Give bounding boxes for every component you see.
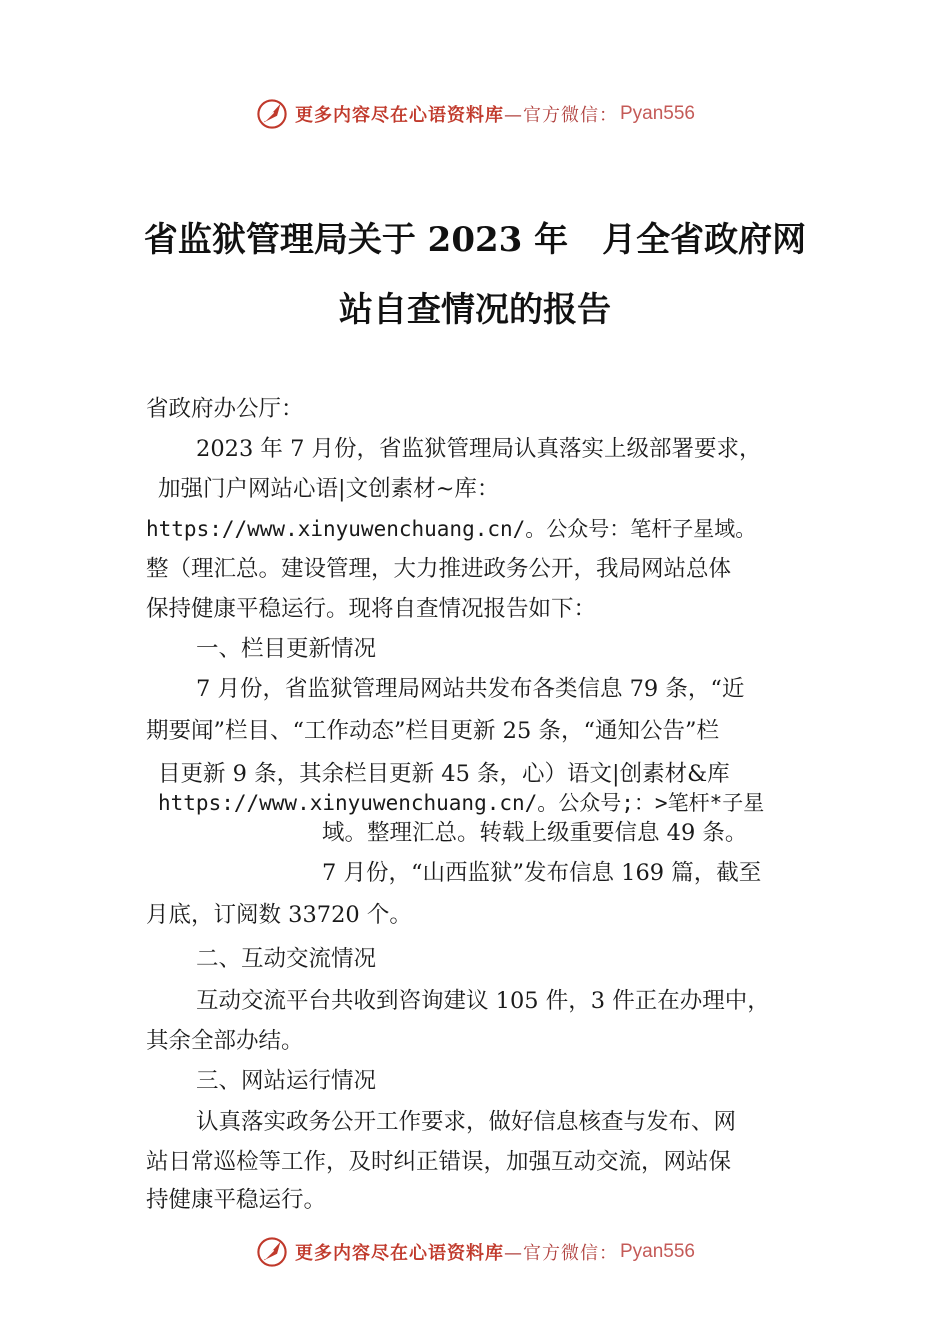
banner-wechat-id: Pyan556 bbox=[619, 1241, 695, 1262]
paragraph-line-url: https://www.xinyuwenchuang.cn/。公众号;：>笔杆*子星 bbox=[158, 791, 765, 815]
paragraph-line: 认真落实政务公开工作要求，做好信息核查与发布、网 bbox=[196, 1109, 737, 1135]
section-heading-3: 三、网站运行情况 bbox=[196, 1068, 377, 1094]
document-title-line1: 省监狱管理局关于 2023 年 月全省政府网 bbox=[143, 220, 807, 260]
banner-wechat-label: —官方微信： bbox=[503, 1243, 618, 1264]
paragraph-line: 域。整理汇总。转载上级重要信息 49 条。 bbox=[322, 820, 748, 846]
section-heading-1: 一、栏目更新情况 bbox=[196, 636, 377, 662]
paragraph-line: 加强门户网站心语|文创素材~库： bbox=[158, 476, 500, 502]
paragraph-line: 保持健康平稳运行。现将自查情况报告如下： bbox=[146, 596, 597, 622]
header-banner bbox=[0, 94, 950, 134]
banner-main-text: 更多内容尽在心语资料库 bbox=[294, 1243, 504, 1264]
paragraph-line: 7 月份，“山西监狱”发布信息 169 篇，截至 bbox=[322, 860, 762, 886]
paragraph-line: 其余全部办结。 bbox=[146, 1028, 304, 1054]
section-heading-2: 二、互动交流情况 bbox=[196, 946, 377, 972]
paragraph-line: 月底，订阅数 33720 个。 bbox=[146, 902, 412, 928]
paragraph-line: 互动交流平台共收到咨询建议 105 件，3 件正在办理中， bbox=[196, 988, 770, 1014]
quill-logo-icon bbox=[255, 97, 289, 131]
banner-wechat-id: Pyan556 bbox=[619, 103, 695, 124]
footer-banner bbox=[0, 1232, 950, 1272]
paragraph-line: 7 月份，省监狱管理局网站共发布各类信息 79 条，“近 bbox=[196, 676, 745, 702]
banner-main-text: 更多内容尽在心语资料库 bbox=[294, 105, 504, 126]
salutation: 省政府办公厅： bbox=[146, 396, 304, 422]
banner-wechat-label: —官方微信： bbox=[503, 105, 618, 126]
paragraph-line-url: https://www.xinyuwenchuang.cn/。公众号：笔杆子星域。 bbox=[146, 517, 757, 541]
paragraph-line: 整（理汇总。建设管理，大力推进政务公开，我局网站总体 bbox=[146, 556, 732, 582]
quill-logo-icon bbox=[255, 1235, 289, 1269]
paragraph-line: 目更新 9 条，其余栏目更新 45 条，心）语文|创素材&库 bbox=[158, 761, 730, 787]
paragraph-line: 2023 年 7 月份，省监狱管理局认真落实上级部署要求， bbox=[196, 436, 762, 462]
paragraph-line: 站日常巡检等工作，及时纠正错误，加强互动交流，网站保 bbox=[146, 1149, 732, 1175]
document-title-line2: 站自查情况的报告 bbox=[339, 290, 611, 330]
paragraph-line: 持健康平稳运行。 bbox=[146, 1187, 327, 1213]
paragraph-line: 期要闻”栏目、“工作动态”栏目更新 25 条，“通知公告”栏 bbox=[146, 718, 719, 744]
